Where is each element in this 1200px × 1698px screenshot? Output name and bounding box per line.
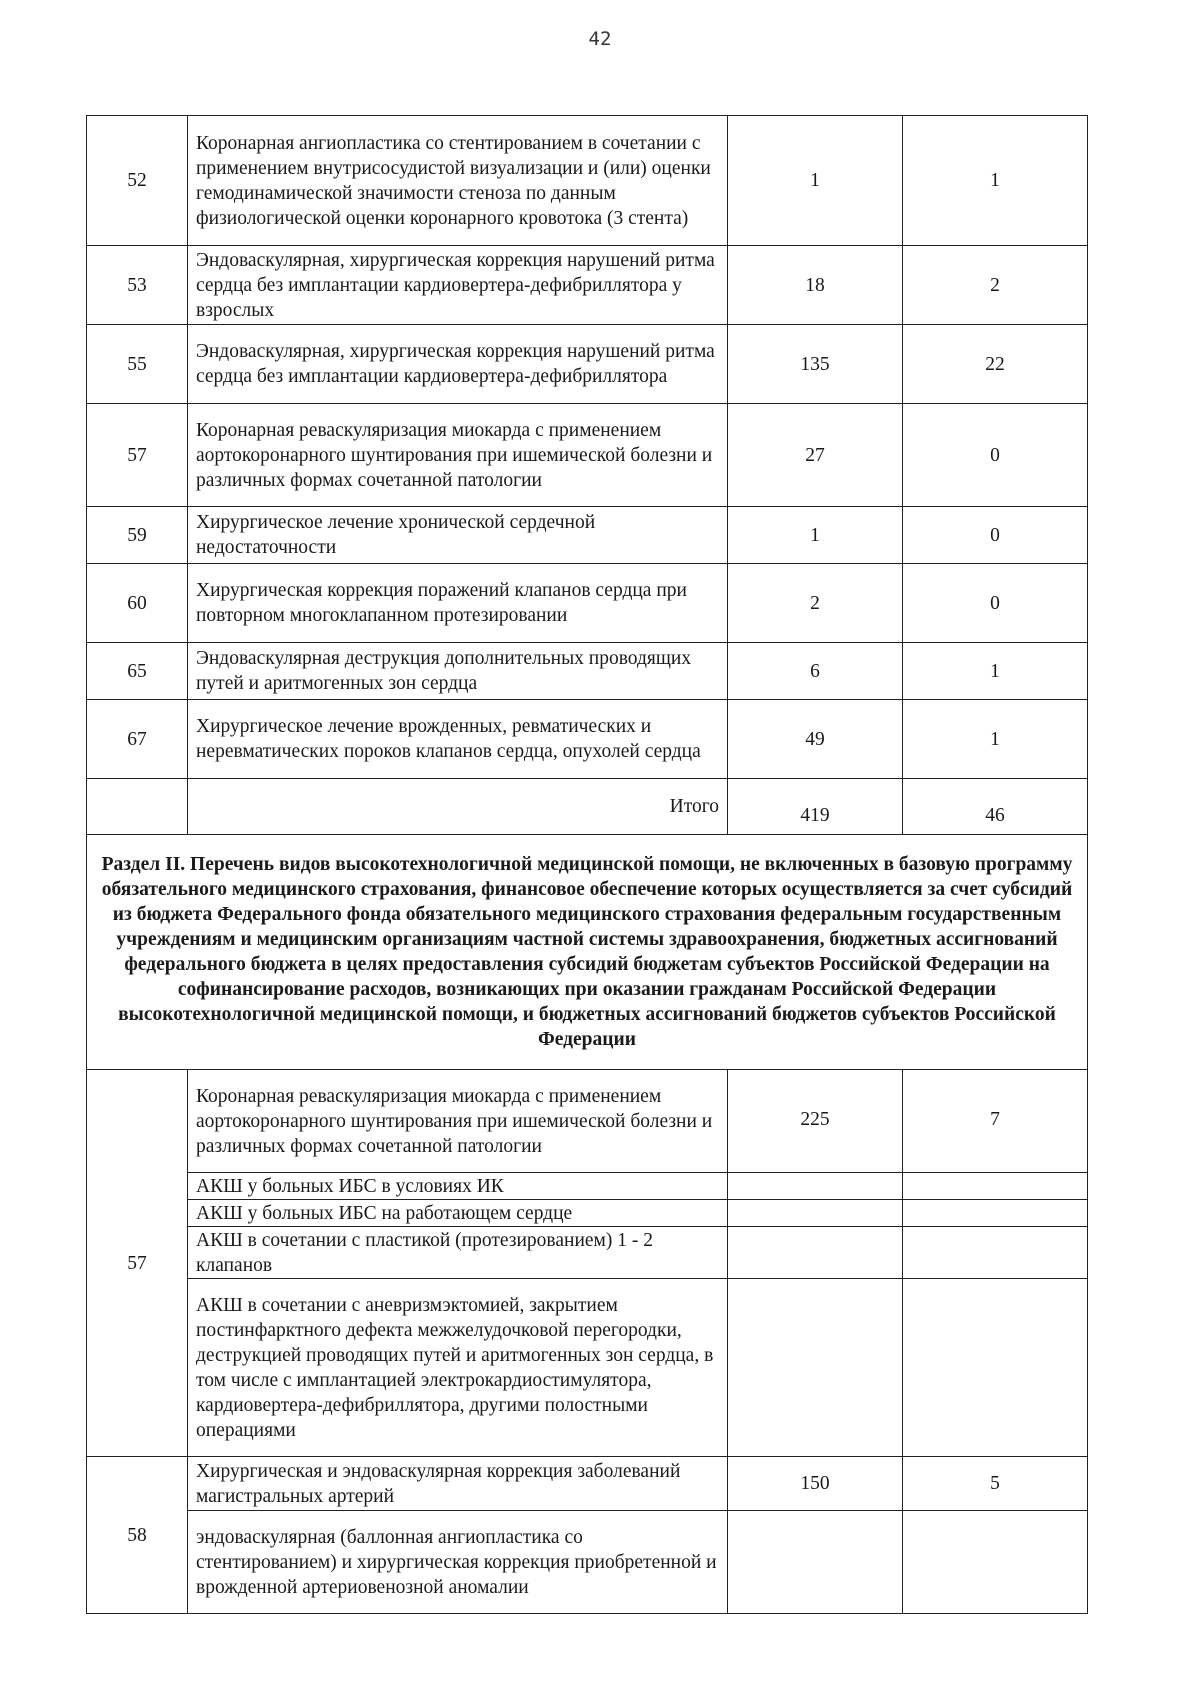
value-col-1: 6: [728, 643, 903, 700]
service-name: Хирургическая и эндоваскулярная коррекция заболеваний магистральных артерий: [188, 1457, 728, 1511]
sub-row: [87, 1279, 1088, 1457]
sub-row: [87, 1511, 1088, 1614]
empty-cell: [903, 1200, 1088, 1227]
table-row: [87, 700, 1088, 779]
empty-cell: [728, 1279, 903, 1457]
table-row: [87, 1457, 1088, 1511]
service-name: Эндоваскулярная, хирургическая коррекция нарушений ритма сердца без имплантации кардиовертера-дефибриллятора у взрослых: [188, 246, 728, 325]
value-col-1: 49: [728, 700, 903, 779]
value-col-2: 2: [903, 246, 1088, 325]
value-col-2: 0: [903, 404, 1088, 507]
service-name: Хирургическое лечение врожденных, ревматических и неревматических пороков клапанов сердца, опухолей сердца: [188, 700, 728, 779]
total-empty-cell: [87, 779, 188, 835]
sub-service-name: АКШ в сочетании с пластикой (протезированием) 1 - 2 клапанов: [188, 1227, 728, 1279]
table-row: [87, 643, 1088, 700]
value-col-2: 1: [903, 116, 1088, 246]
empty-cell: [903, 1227, 1088, 1279]
services-table: [86, 115, 1088, 1614]
row-number: 52: [87, 116, 188, 246]
empty-cell: [728, 1200, 903, 1227]
section-2-title: Раздел II. Перечень видов высокотехнологичной медицинской помощи, не включенных в базовую программу обязательного медицинского страхования, финансовое обеспечение которых осуществляется за счет субсидий из бюджета Федерального фонда обязательного медицинского страхования федеральным государственным учреждениям и медицинским организациям частной системы здравоохранения, бюджетных ассигнований федерального бюджета в целях предоставления субсидий бюджетам субъектов Российской Федерации на софинансирование расходов, возникающих при оказании гражданам Российской Федерации высокотехнологичной медицинской помощи, и бюджетных ассигнований бюджетов субъектов Российской Федерации: [87, 835, 1088, 1070]
row-number: 53: [87, 246, 188, 325]
table-row: [87, 1070, 1088, 1173]
value-col-2: 7: [903, 1070, 1088, 1173]
table-row: [87, 116, 1088, 246]
table-row: [87, 507, 1088, 564]
service-name: Коронарная реваскуляризация миокарда с применением аортокоронарного шунтирования при ишемической болезни и различных формах сочетанной патологии: [188, 404, 728, 507]
total-row: [87, 779, 1088, 835]
sub-row: [87, 1227, 1088, 1279]
empty-cell: [903, 1173, 1088, 1200]
empty-cell: [728, 1173, 903, 1200]
value-col-1: 18: [728, 246, 903, 325]
sub-service-name: АКШ у больных ИБС на работающем сердце: [188, 1200, 728, 1227]
service-name: Хирургическое лечение хронической сердечной недостаточности: [188, 507, 728, 564]
value-col-1: 225: [728, 1070, 903, 1173]
empty-cell: [903, 1279, 1088, 1457]
empty-cell: [728, 1227, 903, 1279]
total-label: Итого: [188, 779, 728, 835]
row-number: 55: [87, 325, 188, 404]
service-name: Коронарная ангиопластика со стентированием в сочетании с применением внутрисосудистой визуализации и (или) оценки гемодинамической значимости стеноза по данным физиологической оценки коронарного кровотока (3 стента): [188, 116, 728, 246]
row-number: 59: [87, 507, 188, 564]
table-row: [87, 325, 1088, 404]
section-heading-row: [87, 835, 1088, 1070]
empty-cell: [728, 1511, 903, 1614]
service-name: Эндоваскулярная, хирургическая коррекция нарушений ритма сердца без имплантации кардиовертера-дефибриллятора: [188, 325, 728, 404]
value-col-1: 1: [728, 507, 903, 564]
row-number: 57: [87, 404, 188, 507]
value-col-2: 0: [903, 564, 1088, 643]
table-row: [87, 564, 1088, 643]
sub-service-name: АКШ у больных ИБС в условиях ИК: [188, 1173, 728, 1200]
total-value-2: 46: [903, 779, 1088, 835]
row-number: 58: [87, 1457, 188, 1614]
sub-service-name: эндоваскулярная (баллонная ангиопластика со стентированием) и хирургическая коррекция приобретенной и врожденной артериовенозной аномалии: [188, 1511, 728, 1614]
value-col-1: 135: [728, 325, 903, 404]
row-number: 57: [87, 1070, 188, 1457]
page-number: 42: [588, 28, 612, 50]
sub-service-name: АКШ в сочетании с аневризмэктомией, закрытием постинфарктного дефекта межжелудочковой перегородки, деструкцией проводящих путей и аритмогенных зон сердца, в том числе с имплантацией электрокардиостимулятора, кардиовертера-дефибриллятора, другими полостными операциями: [188, 1279, 728, 1457]
value-col-1: 27: [728, 404, 903, 507]
service-name: Эндоваскулярная деструкция дополнительных проводящих путей и аритмогенных зон сердца: [188, 643, 728, 700]
sub-row: [87, 1200, 1088, 1227]
value-col-1: 150: [728, 1457, 903, 1511]
value-col-2: 5: [903, 1457, 1088, 1511]
row-number: 67: [87, 700, 188, 779]
value-col-1: 1: [728, 116, 903, 246]
value-col-2: 0: [903, 507, 1088, 564]
value-col-2: 1: [903, 700, 1088, 779]
total-value-1: 419: [728, 779, 903, 835]
empty-cell: [903, 1511, 1088, 1614]
table-row: [87, 246, 1088, 325]
value-col-1: 2: [728, 564, 903, 643]
service-name: Коронарная реваскуляризация миокарда с применением аортокоронарного шунтирования при ишемической болезни и различных формах сочетанной патологии: [188, 1070, 728, 1173]
table-row: [87, 404, 1088, 507]
sub-row: [87, 1173, 1088, 1200]
value-col-2: 1: [903, 643, 1088, 700]
row-number: 60: [87, 564, 188, 643]
value-col-2: 22: [903, 325, 1088, 404]
row-number: 65: [87, 643, 188, 700]
service-name: Хирургическая коррекция поражений клапанов сердца при повторном многоклапанном протезировании: [188, 564, 728, 643]
